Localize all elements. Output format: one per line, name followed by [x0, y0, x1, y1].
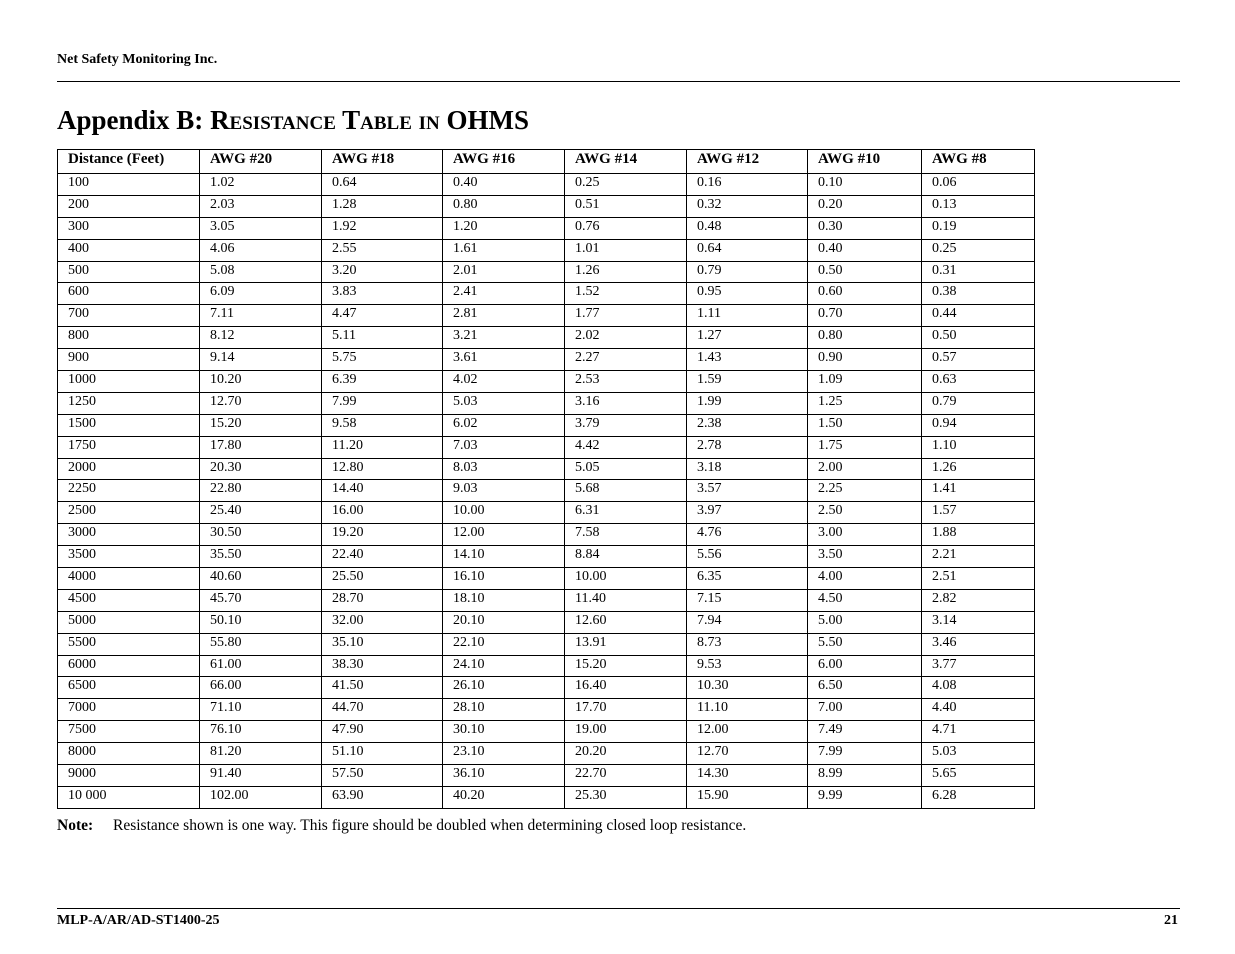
table-cell: 2.01	[443, 261, 565, 283]
table-cell: 0.10	[808, 174, 922, 196]
table-cell: 1.99	[687, 392, 808, 414]
table-cell: 19.20	[322, 524, 443, 546]
table-cell: 25.40	[200, 502, 322, 524]
table-cell: 6.00	[808, 655, 922, 677]
table-cell: 6000	[58, 655, 200, 677]
table-cell: 10 000	[58, 786, 200, 808]
table-cell: 40.20	[443, 786, 565, 808]
header-rule	[57, 81, 1180, 82]
note-label: Note:	[57, 817, 94, 834]
resistance-table	[57, 149, 1035, 809]
table-cell: 1250	[58, 392, 200, 414]
table-cell: 4.00	[808, 568, 922, 590]
table-row	[58, 786, 1035, 808]
table-cell: 0.79	[687, 261, 808, 283]
table-cell: 0.44	[922, 305, 1035, 327]
table-cell: 4.50	[808, 589, 922, 611]
table-cell: 1.92	[322, 217, 443, 239]
table-cell: 57.50	[322, 765, 443, 787]
table-cell: 9.99	[808, 786, 922, 808]
table-cell: 50.10	[200, 611, 322, 633]
table-cell: 15.90	[687, 786, 808, 808]
table-row	[58, 261, 1035, 283]
table-row	[58, 524, 1035, 546]
table-row	[58, 436, 1035, 458]
table-cell: 5.00	[808, 611, 922, 633]
table-row	[58, 305, 1035, 327]
table-cell: 1500	[58, 414, 200, 436]
table-cell: 0.30	[808, 217, 922, 239]
table-cell: 1.01	[565, 239, 687, 261]
table-cell: 4.08	[922, 677, 1035, 699]
table-cell: 30.10	[443, 721, 565, 743]
table-cell: 7.58	[565, 524, 687, 546]
table-cell: 6.09	[200, 283, 322, 305]
table-cell: 9.03	[443, 480, 565, 502]
table-cell: 1.26	[565, 261, 687, 283]
table-cell: 1750	[58, 436, 200, 458]
table-cell: 0.13	[922, 195, 1035, 217]
table-row	[58, 217, 1035, 239]
table-cell: 6.31	[565, 502, 687, 524]
table-cell: 1.09	[808, 371, 922, 393]
table-cell: 2.41	[443, 283, 565, 305]
table-cell: 28.70	[322, 589, 443, 611]
column-header: AWG #8	[922, 150, 1035, 174]
table-cell: 5.03	[443, 392, 565, 414]
table-cell: 0.64	[687, 239, 808, 261]
table-cell: 8.84	[565, 546, 687, 568]
table-cell: 1.20	[443, 217, 565, 239]
table-cell: 8000	[58, 743, 200, 765]
table-cell: 14.40	[322, 480, 443, 502]
table-cell: 4.42	[565, 436, 687, 458]
table-cell: 5.08	[200, 261, 322, 283]
table-cell: 3.46	[922, 633, 1035, 655]
table-cell: 0.19	[922, 217, 1035, 239]
table-cell: 10.20	[200, 371, 322, 393]
table-cell: 2.21	[922, 546, 1035, 568]
table-cell: 2.82	[922, 589, 1035, 611]
table-cell: 36.10	[443, 765, 565, 787]
table-cell: 71.10	[200, 699, 322, 721]
table-cell: 8.99	[808, 765, 922, 787]
table-cell: 3.20	[322, 261, 443, 283]
table-cell: 6500	[58, 677, 200, 699]
table-cell: 3000	[58, 524, 200, 546]
table-cell: 2.81	[443, 305, 565, 327]
note-text: Resistance shown is one way. This figure should be doubled when determining closed loop resistance.	[113, 817, 747, 834]
table-cell: 40.60	[200, 568, 322, 590]
table-cell: 12.80	[322, 458, 443, 480]
table-cell: 47.90	[322, 721, 443, 743]
table-row	[58, 568, 1035, 590]
table-cell: 0.40	[808, 239, 922, 261]
table-cell: 5.65	[922, 765, 1035, 787]
column-header: Distance (Feet)	[58, 150, 200, 174]
table-row	[58, 239, 1035, 261]
table-cell: 38.30	[322, 655, 443, 677]
table-cell: 9.58	[322, 414, 443, 436]
table-row	[58, 414, 1035, 436]
table-row	[58, 502, 1035, 524]
table-cell: 900	[58, 349, 200, 371]
table-body	[58, 174, 1035, 809]
table-cell: 3.61	[443, 349, 565, 371]
footer-doc-id: MLP-A/AR/AD-ST1400-25	[57, 913, 220, 928]
table-cell: 7.11	[200, 305, 322, 327]
table-cell: 23.10	[443, 743, 565, 765]
table-cell: 7.94	[687, 611, 808, 633]
table-cell: 44.70	[322, 699, 443, 721]
table-cell: 0.63	[922, 371, 1035, 393]
table-cell: 1.50	[808, 414, 922, 436]
table-cell: 3.14	[922, 611, 1035, 633]
table-cell: 4.47	[322, 305, 443, 327]
table-cell: 6.28	[922, 786, 1035, 808]
table-row	[58, 699, 1035, 721]
table-row	[58, 721, 1035, 743]
table-cell: 0.25	[922, 239, 1035, 261]
table-cell: 9000	[58, 765, 200, 787]
table-cell: 0.60	[808, 283, 922, 305]
note	[57, 817, 746, 835]
column-header: AWG #12	[687, 150, 808, 174]
table-cell: 17.70	[565, 699, 687, 721]
column-header: AWG #20	[200, 150, 322, 174]
table-row	[58, 392, 1035, 414]
table-cell: 102.00	[200, 786, 322, 808]
table-cell: 12.70	[687, 743, 808, 765]
table-cell: 20.20	[565, 743, 687, 765]
table-cell: 3.16	[565, 392, 687, 414]
table-row	[58, 195, 1035, 217]
table-cell: 12.00	[687, 721, 808, 743]
table-cell: 45.70	[200, 589, 322, 611]
table-cell: 11.20	[322, 436, 443, 458]
table-cell: 7.49	[808, 721, 922, 743]
table-cell: 7500	[58, 721, 200, 743]
table-cell: 1.77	[565, 305, 687, 327]
table-cell: 16.10	[443, 568, 565, 590]
table-cell: 0.40	[443, 174, 565, 196]
table-cell: 2.78	[687, 436, 808, 458]
table-cell: 5.56	[687, 546, 808, 568]
table-cell: 0.32	[687, 195, 808, 217]
table-cell: 35.10	[322, 633, 443, 655]
footer-page-number: 21	[1164, 913, 1178, 928]
table-cell: 4500	[58, 589, 200, 611]
table-cell: 7.15	[687, 589, 808, 611]
table-cell: 15.20	[565, 655, 687, 677]
table-cell: 10.00	[443, 502, 565, 524]
table-cell: 9.53	[687, 655, 808, 677]
table-cell: 5000	[58, 611, 200, 633]
table-cell: 16.40	[565, 677, 687, 699]
table-cell: 1.02	[200, 174, 322, 196]
table-cell: 3.79	[565, 414, 687, 436]
table-cell: 5.68	[565, 480, 687, 502]
table-cell: 1.10	[922, 436, 1035, 458]
table-cell: 2.00	[808, 458, 922, 480]
table-cell: 4.40	[922, 699, 1035, 721]
table-cell: 3.18	[687, 458, 808, 480]
table-cell: 0.76	[565, 217, 687, 239]
table-row	[58, 611, 1035, 633]
footer-rule	[57, 908, 1180, 909]
table-cell: 0.25	[565, 174, 687, 196]
title-tail: OHMS	[439, 105, 530, 135]
table-cell: 19.00	[565, 721, 687, 743]
table-cell: 1.28	[322, 195, 443, 217]
table-cell: 3500	[58, 546, 200, 568]
table-row	[58, 174, 1035, 196]
table-cell: 0.57	[922, 349, 1035, 371]
table-cell: 2.03	[200, 195, 322, 217]
table-cell: 20.10	[443, 611, 565, 633]
table-cell: 4.76	[687, 524, 808, 546]
table-cell: 6.02	[443, 414, 565, 436]
table-cell: 1.57	[922, 502, 1035, 524]
table-cell: 1.59	[687, 371, 808, 393]
table-cell: 0.51	[565, 195, 687, 217]
table-cell: 1.43	[687, 349, 808, 371]
table-cell: 13.91	[565, 633, 687, 655]
table-cell: 7.99	[808, 743, 922, 765]
table-cell: 5.11	[322, 327, 443, 349]
table-cell: 3.97	[687, 502, 808, 524]
title-main: Appendix B:	[57, 105, 211, 135]
table-cell: 0.48	[687, 217, 808, 239]
table-cell: 0.38	[922, 283, 1035, 305]
table-cell: 12.00	[443, 524, 565, 546]
table-cell: 1.27	[687, 327, 808, 349]
table-cell: 3.00	[808, 524, 922, 546]
table-cell: 2.25	[808, 480, 922, 502]
table-cell: 0.50	[808, 261, 922, 283]
table-cell: 8.03	[443, 458, 565, 480]
table-cell: 0.90	[808, 349, 922, 371]
table-cell: 4.71	[922, 721, 1035, 743]
table-cell: 0.20	[808, 195, 922, 217]
table-cell: 10.00	[565, 568, 687, 590]
table-cell: 22.10	[443, 633, 565, 655]
table-cell: 22.80	[200, 480, 322, 502]
table-row	[58, 655, 1035, 677]
table-row	[58, 371, 1035, 393]
table-cell: 0.70	[808, 305, 922, 327]
column-header: AWG #10	[808, 150, 922, 174]
table-cell: 81.20	[200, 743, 322, 765]
column-header: AWG #14	[565, 150, 687, 174]
page-title	[57, 104, 529, 136]
table-cell: 7.00	[808, 699, 922, 721]
table-cell: 6.50	[808, 677, 922, 699]
table-cell: 1.26	[922, 458, 1035, 480]
table-cell: 0.80	[443, 195, 565, 217]
table-row	[58, 458, 1035, 480]
table-cell: 2.38	[687, 414, 808, 436]
table-cell: 12.70	[200, 392, 322, 414]
table-row	[58, 283, 1035, 305]
table-cell: 5500	[58, 633, 200, 655]
table-cell: 1.25	[808, 392, 922, 414]
table-cell: 2000	[58, 458, 200, 480]
table-row	[58, 349, 1035, 371]
table-cell: 0.16	[687, 174, 808, 196]
table-cell: 3.77	[922, 655, 1035, 677]
table-row	[58, 633, 1035, 655]
table-cell: 0.50	[922, 327, 1035, 349]
table-cell: 0.06	[922, 174, 1035, 196]
table-cell: 0.31	[922, 261, 1035, 283]
table-cell: 2250	[58, 480, 200, 502]
table-cell: 6.39	[322, 371, 443, 393]
table-cell: 5.03	[922, 743, 1035, 765]
table-cell: 0.64	[322, 174, 443, 196]
table-row	[58, 546, 1035, 568]
table-cell: 25.50	[322, 568, 443, 590]
column-header: AWG #18	[322, 150, 443, 174]
table-row	[58, 589, 1035, 611]
table-cell: 30.50	[200, 524, 322, 546]
table-cell: 66.00	[200, 677, 322, 699]
table-cell: 2.51	[922, 568, 1035, 590]
table-row	[58, 765, 1035, 787]
table-cell: 5.75	[322, 349, 443, 371]
table-cell: 14.30	[687, 765, 808, 787]
table-row	[58, 327, 1035, 349]
table-cell: 1.61	[443, 239, 565, 261]
table-cell: 4.02	[443, 371, 565, 393]
table-cell: 5.50	[808, 633, 922, 655]
table-cell: 0.95	[687, 283, 808, 305]
table-cell: 41.50	[322, 677, 443, 699]
table-cell: 2.02	[565, 327, 687, 349]
table-cell: 2.53	[565, 371, 687, 393]
table-row	[58, 677, 1035, 699]
table-cell: 11.10	[687, 699, 808, 721]
table-cell: 26.10	[443, 677, 565, 699]
table-cell: 3.05	[200, 217, 322, 239]
table-cell: 3.21	[443, 327, 565, 349]
table-cell: 25.30	[565, 786, 687, 808]
table-cell: 28.10	[443, 699, 565, 721]
table-cell: 32.00	[322, 611, 443, 633]
table-cell: 1.41	[922, 480, 1035, 502]
table-cell: 3.50	[808, 546, 922, 568]
table-cell: 3.57	[687, 480, 808, 502]
table-cell: 63.90	[322, 786, 443, 808]
table-cell: 22.70	[565, 765, 687, 787]
table-cell: 61.00	[200, 655, 322, 677]
table-cell: 4.06	[200, 239, 322, 261]
table-cell: 12.60	[565, 611, 687, 633]
table-cell: 700	[58, 305, 200, 327]
table-cell: 2.55	[322, 239, 443, 261]
table-cell: 55.80	[200, 633, 322, 655]
table-cell: 20.30	[200, 458, 322, 480]
table-cell: 2.50	[808, 502, 922, 524]
table-cell: 22.40	[322, 546, 443, 568]
table-cell: 16.00	[322, 502, 443, 524]
table-cell: 8.12	[200, 327, 322, 349]
column-header: AWG #16	[443, 150, 565, 174]
table-header-row	[58, 150, 1035, 174]
table-cell: 7.99	[322, 392, 443, 414]
table-cell: 11.40	[565, 589, 687, 611]
table-cell: 15.20	[200, 414, 322, 436]
table-cell: 200	[58, 195, 200, 217]
table-row	[58, 480, 1035, 502]
table-cell: 100	[58, 174, 200, 196]
header-company: Net Safety Monitoring Inc.	[57, 52, 218, 67]
table-cell: 2500	[58, 502, 200, 524]
table-cell: 600	[58, 283, 200, 305]
table-cell: 1.88	[922, 524, 1035, 546]
table-cell: 2.27	[565, 349, 687, 371]
table-cell: 0.80	[808, 327, 922, 349]
table-cell: 3.83	[322, 283, 443, 305]
table-cell: 51.10	[322, 743, 443, 765]
table-cell: 17.80	[200, 436, 322, 458]
table-cell: 8.73	[687, 633, 808, 655]
table-cell: 4000	[58, 568, 200, 590]
table-cell: 91.40	[200, 765, 322, 787]
table-cell: 1000	[58, 371, 200, 393]
table-cell: 1.52	[565, 283, 687, 305]
table-cell: 9.14	[200, 349, 322, 371]
table-cell: 400	[58, 239, 200, 261]
table-cell: 5.05	[565, 458, 687, 480]
table-cell: 76.10	[200, 721, 322, 743]
table-cell: 18.10	[443, 589, 565, 611]
title-small-caps: Resistance Table in	[210, 105, 440, 135]
table-cell: 0.94	[922, 414, 1035, 436]
table-cell: 300	[58, 217, 200, 239]
table-cell: 1.75	[808, 436, 922, 458]
table-row	[58, 743, 1035, 765]
table-cell: 1.11	[687, 305, 808, 327]
table-cell: 35.50	[200, 546, 322, 568]
table-cell: 14.10	[443, 546, 565, 568]
table-cell: 10.30	[687, 677, 808, 699]
table-cell: 24.10	[443, 655, 565, 677]
table-cell: 500	[58, 261, 200, 283]
table-cell: 800	[58, 327, 200, 349]
table-cell: 7.03	[443, 436, 565, 458]
table-cell: 0.79	[922, 392, 1035, 414]
table-cell: 7000	[58, 699, 200, 721]
table-cell: 6.35	[687, 568, 808, 590]
